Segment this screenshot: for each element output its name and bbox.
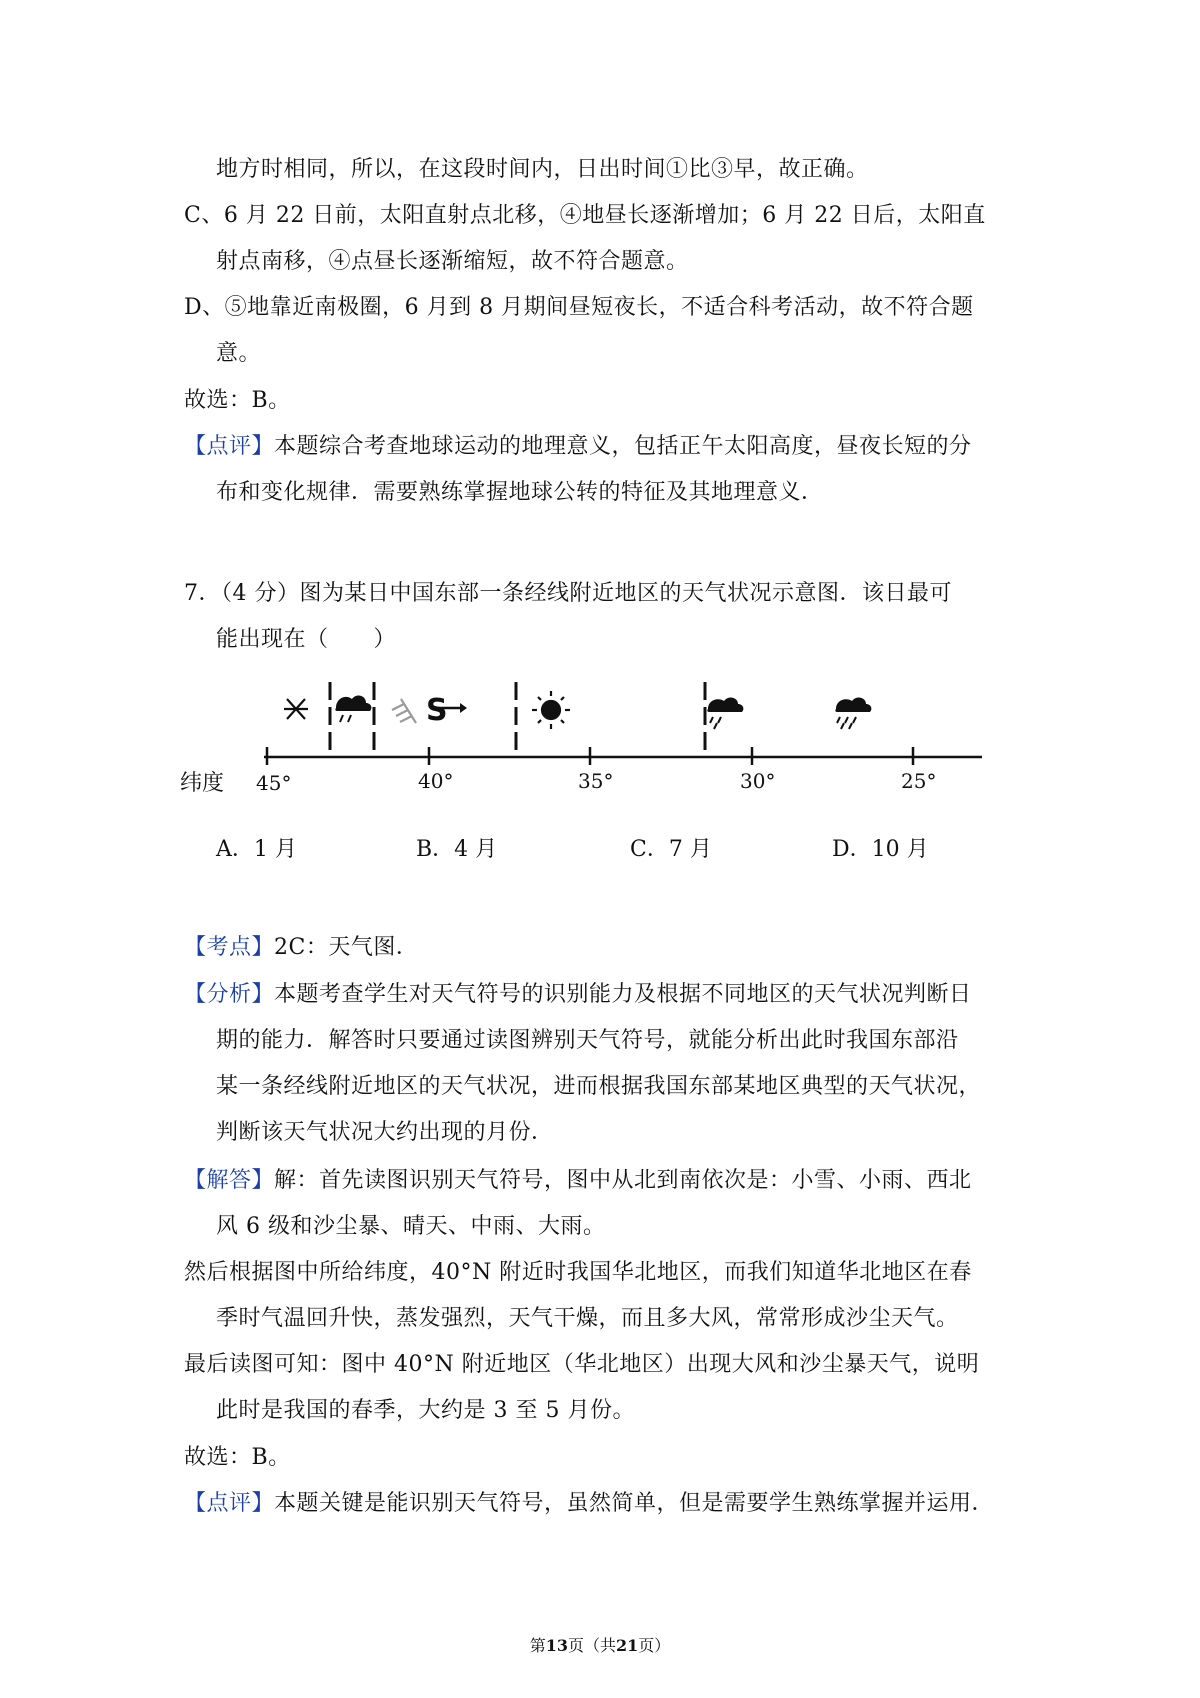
review-paragraph [184,1489,994,1519]
weather-figure [180,668,1000,808]
tick-label: 25° [901,769,937,793]
kaodian-paragraph [184,933,418,963]
svg-text:S: S [426,693,448,728]
tick-label: 40° [418,769,454,793]
option-a[interactable]: A．1 月 [216,837,297,862]
answer-line: 故选：B。 [184,388,291,413]
tick-label: 45° [256,771,292,795]
page-footer [0,1633,1200,1656]
text-line: 判断该天气状况大约出现的月份． [216,1120,554,1145]
light-rain-icon [335,696,371,722]
moderate-rain-icon [707,697,743,729]
text-line: 某一条经线附近地区的天气状况，进而根据我国东部某地区典型的天气状况， [216,1074,982,1099]
fenxi-text: 本题考查学生对天气符号的识别能力及根据不同地区的天气状况判断日 [274,982,972,1007]
page-total: 21 [616,1636,639,1655]
heavy-rain-icon [835,697,871,729]
footer-mid: 页（共 [567,1636,616,1655]
text-line: 期的能力．解答时只要通过读图辨别天气符号，就能分析出此时我国东部沿 [216,1028,959,1053]
option-d-explanation: D、⑤地靠近南极圈，6 月到 8 月期间昼短夜长，不适合科考活动，故不符合题 [184,295,974,320]
kaodian-tag: 【考点】 [184,935,275,960]
footer-pre: 第 [529,1636,546,1655]
review-paragraph [184,432,972,462]
northwest-wind-icon [392,699,416,723]
tick-label: 35° [578,769,614,793]
option-c-explanation: C、6 月 22 日前，太阳直射点北移，④地昼长逐渐增加；6 月 22 日后，太阳直 [184,203,986,228]
tick-label: 30° [740,769,776,793]
answer-line: 故选：B。 [184,1445,291,1470]
review-tag: 【点评】 [184,1491,275,1516]
option-d[interactable]: D．10 月 [832,837,929,862]
fenxi-paragraph [184,980,972,1010]
option-c[interactable]: C．7 月 [630,837,712,862]
kaodian-text: 2C：天气图． [274,935,419,960]
jieda-text: 解：首先读图识别天气符号，图中从北到南依次是：小雪、小雨、西北 [274,1168,972,1193]
question-stem: 7．（4 分）图为某日中国东部一条经线附近地区的天气状况示意图．该日最可 [184,581,952,606]
axis-label: 纬度 [180,771,225,796]
text-line: 意。 [216,341,262,366]
jieda-tag: 【解答】 [184,1168,275,1193]
review-tag: 【点评】 [184,434,275,459]
review-text: 本题综合考查地球运动的地理意义，包括正午太阳高度，昼夜长短的分 [274,434,972,459]
text-line: 然后根据图中所给纬度，40°N 附近时我国华北地区，而我们知道华北地区在春 [184,1260,972,1285]
text-line: 地方时相同，所以，在这段时间内，日出时间①比③早，故正确。 [216,157,869,182]
page-number: 13 [545,1636,568,1655]
text-line: 季时气温回升快，蒸发强烈，天气干燥，而且多大风，常常形成沙尘天气。 [216,1306,959,1331]
sunny-icon [532,691,570,729]
option-b[interactable]: B．4 月 [416,837,498,862]
text-line: 射点南移，④点昼长逐渐缩短，故不符合题意。 [216,249,689,274]
snow-icon [284,699,308,719]
footer-post: 页） [638,1636,671,1655]
jieda-paragraph [184,1166,972,1196]
text-line: 风 6 级和沙尘暴、晴天、中雨、大雨。 [216,1214,606,1239]
fenxi-tag: 【分析】 [184,982,275,1007]
question-stem-cont: 能出现在（ ） [216,627,397,652]
review-text: 本题关键是能识别天气符号，虽然简单，但是需要学生熟练掌握并运用． [274,1491,995,1516]
sandstorm-icon [426,693,467,728]
text-line: 布和变化规律．需要熟练掌握地球公转的特征及其地理意义． [216,480,824,505]
text-line: 此时是我国的春季，大约是 3 至 5 月份。 [216,1398,635,1423]
text-line: 最后读图可知：图中 40°N 附近地区（华北地区）出现大风和沙尘暴天气，说明 [184,1352,980,1377]
